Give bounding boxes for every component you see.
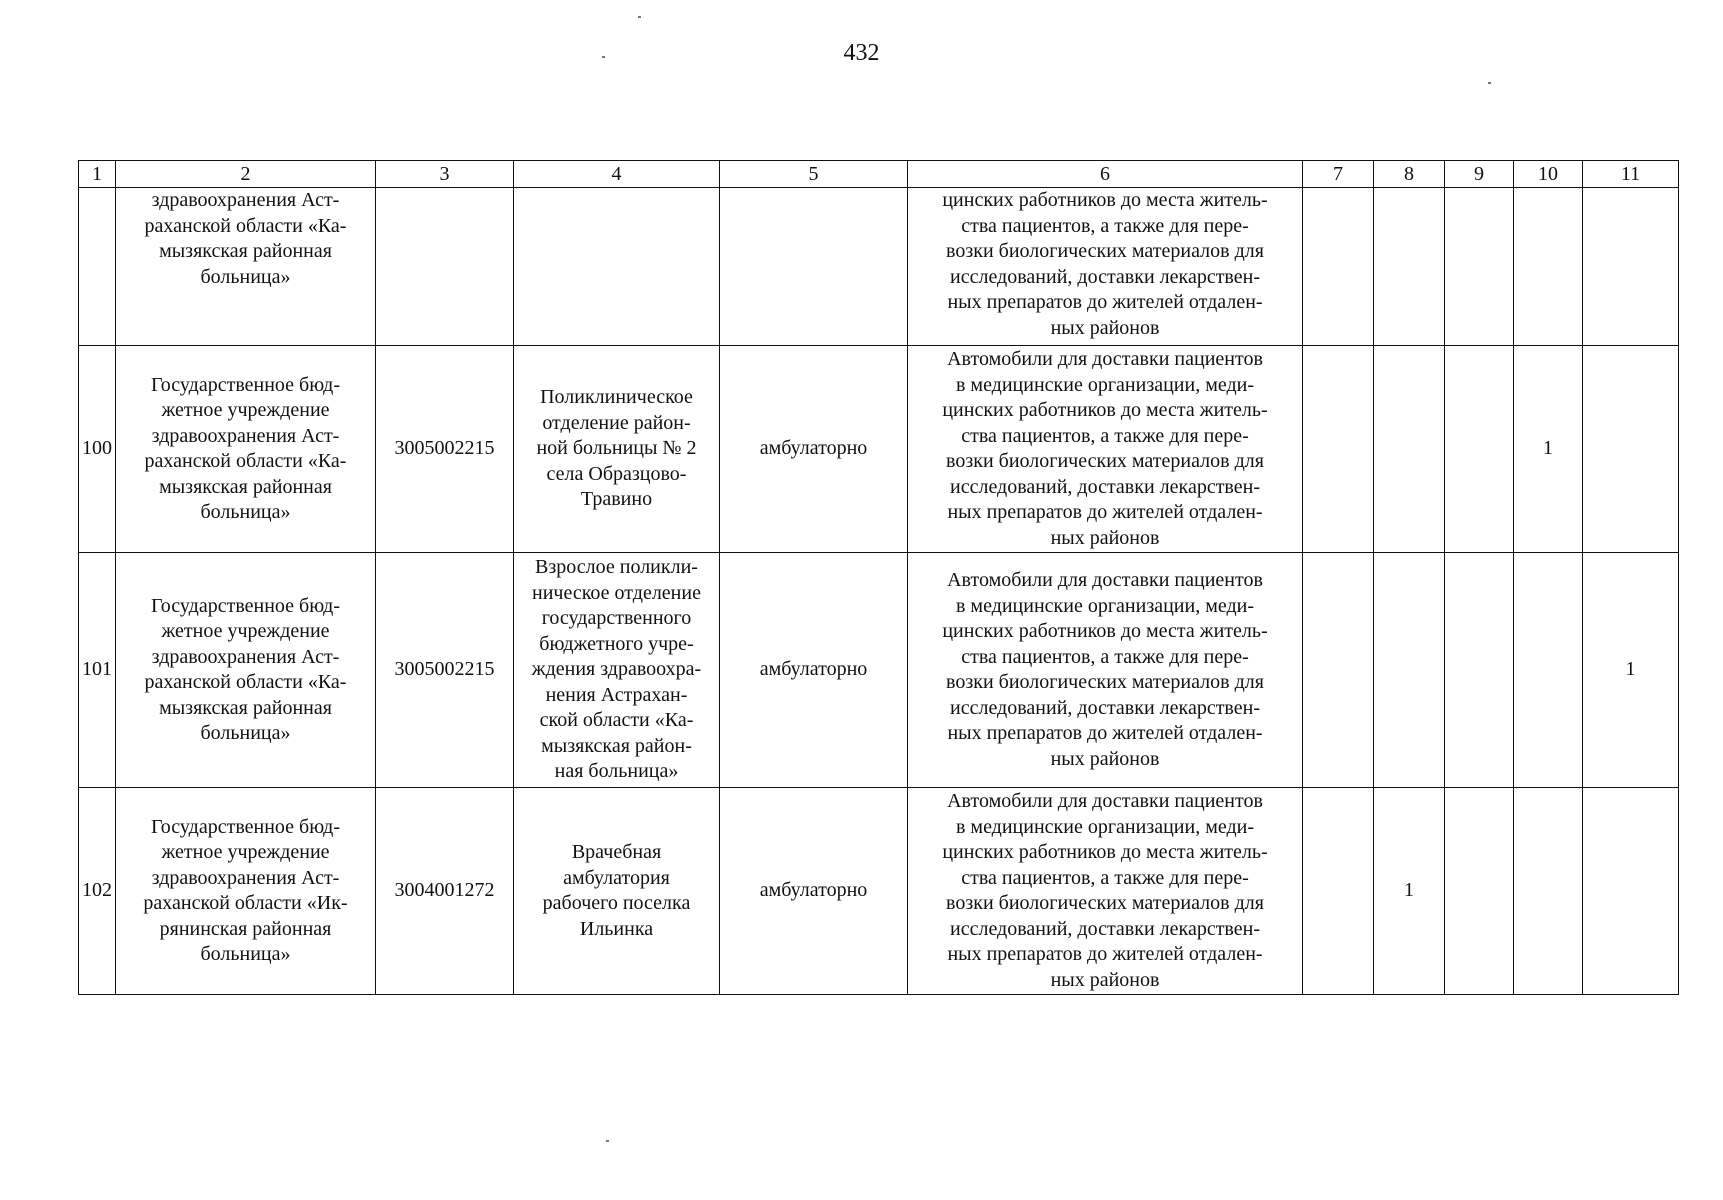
- row-number-cell: 101: [79, 553, 116, 788]
- row-number-cell: 100: [79, 346, 116, 553]
- subdivision-cell: [514, 346, 720, 553]
- column-header: 2: [116, 161, 376, 188]
- care-mode-cell: амбулаторно: [720, 788, 908, 995]
- row-number-cell: [79, 188, 116, 346]
- count-cell-11: [1583, 346, 1679, 553]
- organization-cell: [116, 346, 376, 553]
- care-mode-cell: [720, 188, 908, 346]
- count-cell-11: [1583, 788, 1679, 995]
- inn-cell: 3004001272: [376, 788, 514, 995]
- column-number-header-row: [79, 161, 1679, 188]
- count-cell-8: 1: [1374, 788, 1445, 995]
- column-header: 9: [1445, 161, 1514, 188]
- purpose-text: Автомобили для доставки пациентов в медицинские организации, меди- цинских работников до места житель- ства пациентов, а также для пере- возки биологических материалов для исследований, доставки лекарствен- ных препаратов до жителей отдален- ных районов: [942, 569, 1268, 770]
- table-row: [79, 346, 1679, 553]
- organization-text: Государственное бюд- жетное учреждение здравоохранения Аст- раханской области «Ка- мызякская районная больница»: [144, 594, 347, 744]
- scan-speck: [602, 56, 605, 58]
- care-mode-cell: амбулаторно: [720, 553, 908, 788]
- subdivision-cell: [514, 553, 720, 788]
- column-header: 1: [79, 161, 116, 188]
- column-header: 3: [376, 161, 514, 188]
- inn-cell: [376, 188, 514, 346]
- column-header: 6: [908, 161, 1303, 188]
- count-cell-11: 1: [1583, 553, 1679, 788]
- count-cell-10: [1514, 553, 1583, 788]
- organization-cell: [116, 188, 376, 346]
- count-cell-8: [1374, 188, 1445, 346]
- scan-speck: [606, 1140, 609, 1142]
- scan-speck: [1488, 82, 1491, 84]
- organization-cell: [116, 553, 376, 788]
- organization-cell: [116, 788, 376, 995]
- column-header: 5: [720, 161, 908, 188]
- purpose-cell: [908, 346, 1303, 553]
- scan-speck: [638, 16, 641, 18]
- column-header: 7: [1303, 161, 1374, 188]
- count-cell-8: [1374, 346, 1445, 553]
- care-mode-cell: амбулаторно: [720, 346, 908, 553]
- purpose-cell: [908, 553, 1303, 788]
- count-cell-10: [1514, 788, 1583, 995]
- organization-text: Государственное бюд- жетное учреждение здравоохранения Аст- раханской области «Ка- мызякская районная больница»: [144, 373, 347, 523]
- count-cell-7: [1303, 188, 1374, 346]
- purpose-text: Автомобили для доставки пациентов в медицинские организации, меди- цинских работников до места житель- ства пациентов, а также для пере- возки биологических материалов для исследований, доставки лекарствен- ных препаратов до жителей отдален- ных районов: [942, 348, 1268, 549]
- subdivision-text: Поликлиническое отделение район- ной больницы № 2 села Образцово- Травино: [536, 386, 697, 511]
- registry-table: [78, 160, 1679, 995]
- column-header: 8: [1374, 161, 1445, 188]
- count-cell-7: [1303, 553, 1374, 788]
- organization-text: Государственное бюд- жетное учреждение здравоохранения Аст- раханской области «Ик- рянинская районная больница»: [143, 815, 348, 965]
- count-cell-10: 1: [1514, 346, 1583, 553]
- table-row: [79, 788, 1679, 995]
- count-cell-9: [1445, 553, 1514, 788]
- purpose-cell: [908, 788, 1303, 995]
- count-cell-7: [1303, 788, 1374, 995]
- page-number: 432: [843, 40, 880, 66]
- inn-cell: 3005002215: [376, 553, 514, 788]
- count-cell-9: [1445, 346, 1514, 553]
- column-header: 10: [1514, 161, 1583, 188]
- count-cell-10: [1514, 188, 1583, 346]
- count-cell-9: [1445, 788, 1514, 995]
- inn-cell: 3005002215: [376, 346, 514, 553]
- purpose-cell: [908, 188, 1303, 346]
- count-cell-7: [1303, 346, 1374, 553]
- column-header: 11: [1583, 161, 1679, 188]
- subdivision-cell: [514, 788, 720, 995]
- purpose-text: цинских работников до места житель- ства пациентов, а также для пере- возки биологических материалов для исследований, доставки лекарствен- ных препаратов до жителей отдален- ных районов: [942, 189, 1268, 339]
- count-cell-9: [1445, 188, 1514, 346]
- row-number-cell: 102: [79, 788, 116, 995]
- table-row: [79, 553, 1679, 788]
- count-cell-8: [1374, 553, 1445, 788]
- subdivision-text: Взрослое поликли- ническое отделение государственного бюджетного учре- ждения здравоохра- нения Астрахан- ской области «Ка- мызякская район- ная больница»: [531, 556, 702, 783]
- subdivision-cell: [514, 188, 720, 346]
- purpose-text: Автомобили для доставки пациентов в медицинские организации, меди- цинских работников до места житель- ства пациентов, а также для пере- возки биологических материалов для исследований, доставки лекарствен- ных препаратов до жителей отдален- ных районов: [942, 790, 1268, 991]
- table-row: [79, 188, 1679, 346]
- subdivision-text: Врачебная амбулатория рабочего поселка Ильинка: [542, 841, 691, 940]
- count-cell-11: [1583, 188, 1679, 346]
- organization-text: здравоохранения Аст- раханской области «Ка- мызякская районная больница»: [144, 189, 347, 288]
- column-header: 4: [514, 161, 720, 188]
